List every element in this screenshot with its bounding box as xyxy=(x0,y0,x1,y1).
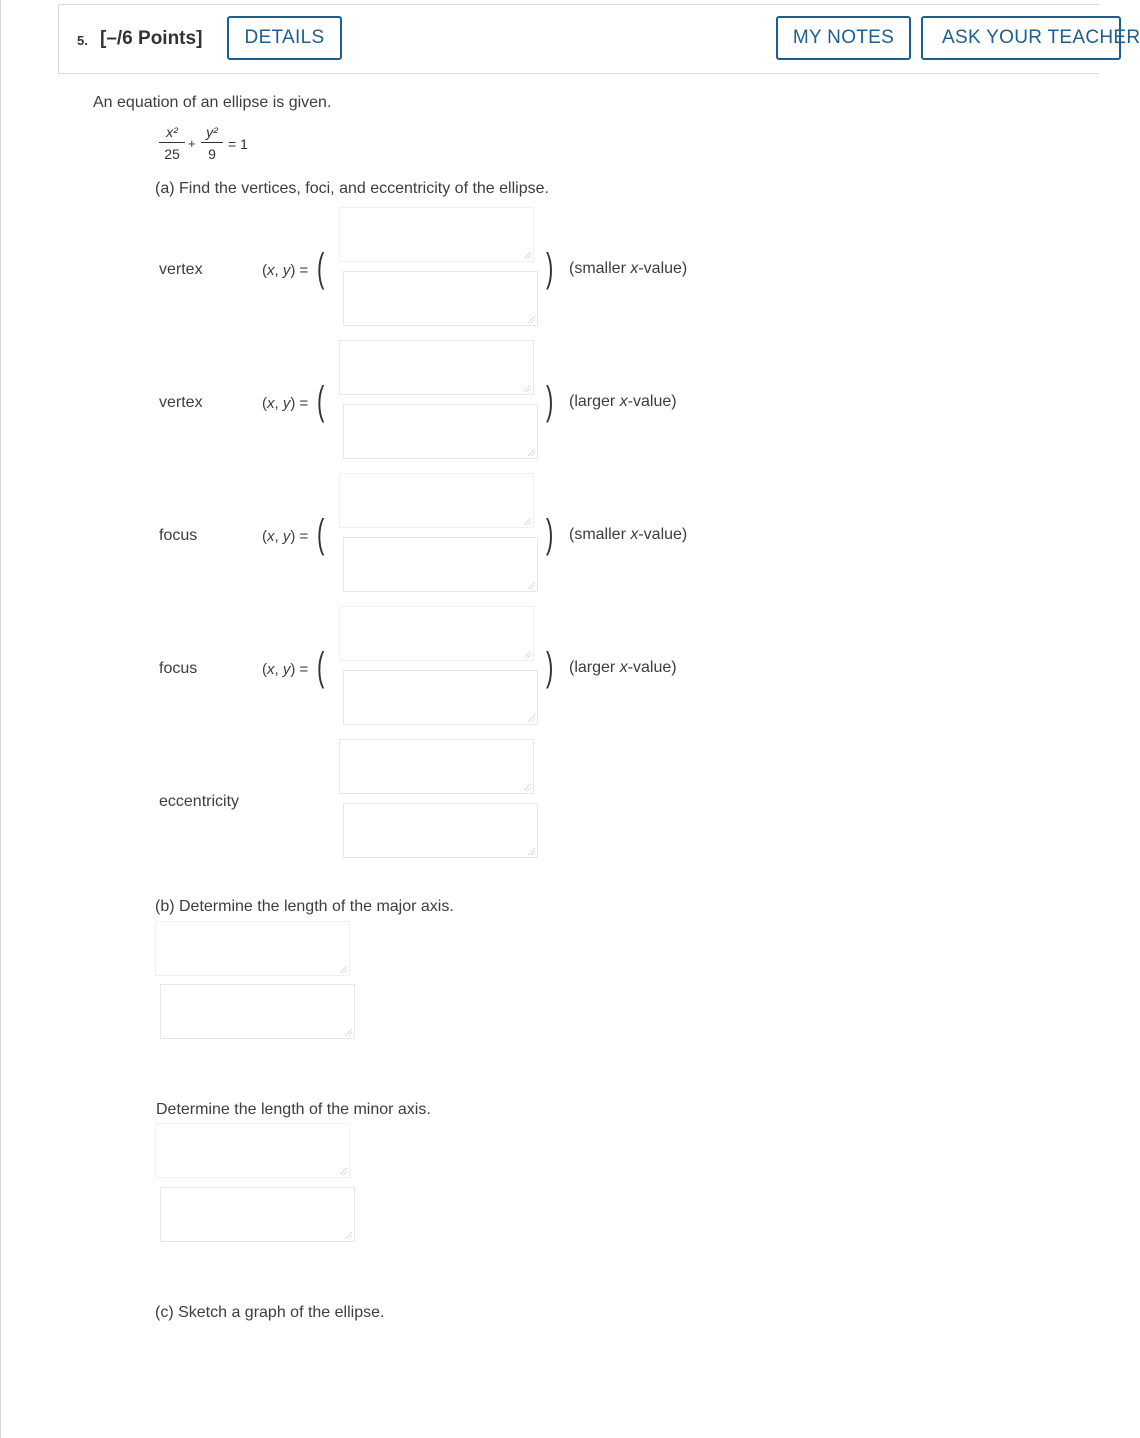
y-term-fraction xyxy=(200,124,224,162)
eccentricity-input[interactable] xyxy=(343,803,538,858)
y-term-denominator: 9 xyxy=(208,146,216,162)
x-term-fraction xyxy=(158,124,186,162)
row-label: focus xyxy=(159,660,198,677)
minor-axis-input-top[interactable] xyxy=(155,1123,350,1178)
open-paren: ( xyxy=(316,246,325,290)
part-c-prompt: (c) Sketch a graph of the ellipse. xyxy=(155,1304,385,1321)
question-header xyxy=(58,4,1140,74)
minor-axis-prompt: Determine the length of the minor axis. xyxy=(156,1101,431,1118)
details-button[interactable]: DETAILS xyxy=(227,16,342,60)
open-paren: ( xyxy=(316,379,325,423)
vertex-larger-y-input[interactable] xyxy=(343,404,538,459)
points-label: [–/6 Points] xyxy=(100,28,203,49)
open-paren: ( xyxy=(316,512,325,556)
row-note: (larger x-value) xyxy=(569,393,677,410)
row-note: (smaller x-value) xyxy=(569,260,688,277)
row-note: (smaller x-value) xyxy=(569,526,688,543)
xy-label: (x, y) = xyxy=(262,395,309,412)
close-paren: ) xyxy=(545,379,554,423)
part-a-prompt: (a) Find the vertices, foci, and eccentricity of the ellipse. xyxy=(155,180,549,197)
y-term-numerator: y² xyxy=(206,124,218,140)
close-paren: ) xyxy=(545,645,554,689)
vertex-smaller-y-input[interactable] xyxy=(343,271,538,326)
problem-intro: An equation of an ellipse is given. xyxy=(93,94,332,111)
row-label: vertex xyxy=(159,261,203,278)
ellipse-equation xyxy=(158,124,278,172)
x-term-numerator: x² xyxy=(166,124,178,140)
focus-larger-y-input[interactable] xyxy=(343,670,538,725)
left-border xyxy=(0,0,1,1438)
row-label: focus xyxy=(159,527,198,544)
question-number: 5. xyxy=(77,33,88,48)
close-paren: ) xyxy=(545,246,554,290)
focus-smaller-y-input[interactable] xyxy=(343,537,538,592)
minor-axis-input[interactable] xyxy=(160,1187,355,1242)
vertex-smaller-x-input[interactable] xyxy=(339,207,534,262)
my-notes-button[interactable]: MY NOTES xyxy=(776,16,911,60)
close-paren: ) xyxy=(545,512,554,556)
row-label: vertex xyxy=(159,394,203,411)
focus-smaller-x-input[interactable] xyxy=(339,473,534,528)
plus-sign: + xyxy=(188,136,196,151)
ask-teacher-button[interactable]: ASK YOUR TEACHER xyxy=(921,16,1121,60)
major-axis-input-top[interactable] xyxy=(155,921,350,976)
focus-larger-x-input[interactable] xyxy=(339,606,534,661)
vertex-larger-x-input[interactable] xyxy=(339,340,534,395)
xy-label: (x, y) = xyxy=(262,661,309,678)
major-axis-input[interactable] xyxy=(160,984,355,1039)
part-b-prompt: (b) Determine the length of the major axis. xyxy=(155,898,454,915)
row-note: (larger x-value) xyxy=(569,659,677,676)
xy-label: (x, y) = xyxy=(262,262,309,279)
x-term-denominator: 25 xyxy=(164,146,180,162)
equation-rhs: = 1 xyxy=(228,136,248,152)
eccentricity-label: eccentricity xyxy=(159,793,240,810)
open-paren: ( xyxy=(316,645,325,689)
xy-label: (x, y) = xyxy=(262,528,309,545)
eccentricity-input-top[interactable] xyxy=(339,739,534,794)
